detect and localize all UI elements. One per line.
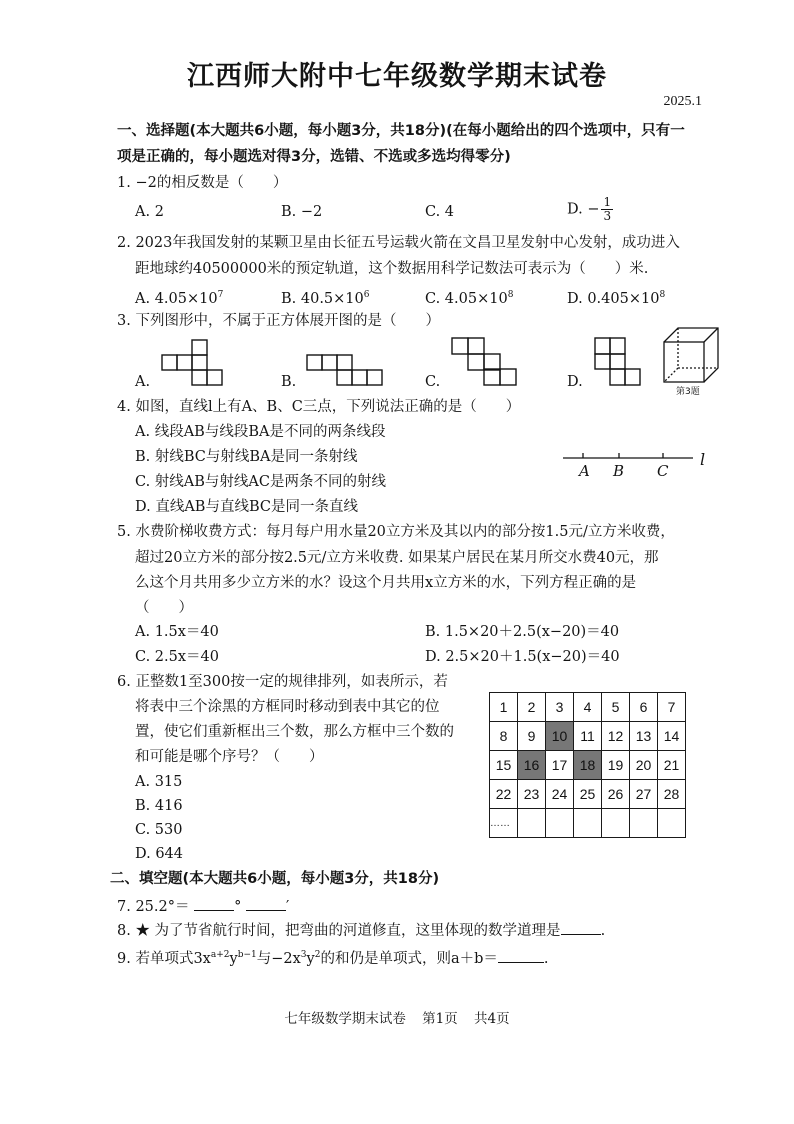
q8-text (117, 920, 605, 941)
table-cell: 7 (658, 693, 686, 722)
q7-degree-symbol: ° (234, 899, 242, 915)
exam-date: 2025.1 (663, 94, 702, 109)
q6-option-d: D. 644 (135, 846, 184, 862)
q2-option-a-base: A. 4.05×10 (135, 290, 218, 307)
q9-exp2: b−1 (237, 950, 257, 960)
q4-option-c: C. 射线AB与射线AC是两条不同的射线 (135, 474, 386, 490)
number-grid-table (489, 692, 686, 838)
q1-option-c: C. 4 (425, 204, 455, 220)
table-cell: 27 (630, 780, 658, 809)
q9-mid: 与−2x (256, 950, 301, 967)
q4-stem: 4. 如图，直线l上有A、B、C三点，下列说法正确的是（ ） (117, 399, 521, 415)
cube-caption: 第3题 (676, 387, 700, 397)
q6-option-b: B. 416 (135, 798, 183, 814)
table-cell (574, 809, 602, 838)
table-cell: …… (490, 809, 518, 838)
q6-option-a: A. 315 (135, 774, 183, 790)
q5-option-b: B. 1.5×20＋2.5(x−20)＝40 (425, 624, 620, 640)
q2-option-c-base: C. 4.05×10 (425, 290, 508, 307)
q7-text (117, 896, 289, 917)
q4-option-d: D. 直线AB与直线BC是同一条直线 (135, 499, 358, 515)
table-cell: 22 (490, 780, 518, 809)
table-row (490, 809, 686, 838)
q8-end: . (600, 923, 606, 939)
q9-end: . (543, 950, 549, 967)
table-cell: 13 (630, 722, 658, 751)
footer-total: 共4页 (474, 1011, 510, 1027)
table-cell: 4 (574, 693, 602, 722)
section1-heading-line2: 项是正确的，每小题选对得3分，选错、不选或多选均得零分) (117, 149, 511, 165)
q4-option-b: B. 射线BC与射线BA是同一条射线 (135, 449, 358, 465)
table-cell: 28 (658, 780, 686, 809)
q2-option-c-exponent: 8 (507, 290, 514, 300)
q1-option-d-prefix: D. − (567, 201, 600, 218)
q2-option-c (425, 285, 513, 309)
q8-answer-blank[interactable] (561, 920, 601, 935)
q8-stem: 8. ★ 为了节省航行时间，把弯曲的河道修直，这里体现的数学道理是 (117, 923, 561, 939)
q7-minute-blank[interactable] (246, 896, 286, 911)
page-footer (0, 1007, 794, 1027)
table-cell: 9 (518, 722, 546, 751)
table-cell (658, 809, 686, 838)
q2-option-b-exponent: 6 (363, 290, 370, 300)
net-c-figure (452, 338, 516, 385)
table-cell: 5 (602, 693, 630, 722)
footer-exam-name: 七年级数学期末试卷 (284, 1011, 406, 1027)
q2-option-b (281, 285, 370, 309)
q7-stem: 7. 25.2°＝ (117, 899, 190, 915)
q1-stem: 1. −2的相反数是（ ） (117, 175, 288, 191)
table-row (490, 722, 686, 751)
q2-option-a-exponent: 7 (217, 290, 224, 300)
q2-option-a (135, 285, 223, 309)
net-b-figure (307, 355, 382, 385)
table-cell: 16 (518, 751, 546, 780)
table-cell: 20 (630, 751, 658, 780)
table-cell (546, 809, 574, 838)
q5-option-c: C. 2.5x＝40 (135, 649, 219, 665)
table-cell: 19 (602, 751, 630, 780)
q6-option-c: C. 530 (135, 822, 183, 838)
table-cell (602, 809, 630, 838)
table-cell: 3 (546, 693, 574, 722)
table-cell: 14 (658, 722, 686, 751)
q9-exp1: a+2 (210, 950, 230, 960)
table-cell (518, 809, 546, 838)
q3-option-c: C. (425, 374, 441, 390)
table-row (490, 693, 686, 722)
table-cell: 10 (546, 722, 574, 751)
q6-stem-line1: 6. 正整数1至300按一定的规律排列，如表所示，若 (117, 674, 448, 690)
q5-stem-line4: （ ） (135, 600, 193, 616)
q1-option-b: B. −2 (281, 204, 323, 220)
q1-option-d (567, 196, 613, 223)
q5-stem-line3: 么这个月共用多少立方米的水？设这个月共用x立方米的水，下列方程正确的是 (135, 575, 637, 591)
net-d-figure (595, 338, 640, 385)
q2-option-d-base: D. 0.405×10 (567, 290, 660, 307)
table-cell: 11 (574, 722, 602, 751)
q2-stem-line1: 2. 2023年我国发射的某颗卫星由长征五号运载火箭在文昌卫星发射中心发射，成功进入 (117, 235, 680, 251)
table-cell: 2 (518, 693, 546, 722)
fraction-numerator: 1 (603, 195, 612, 209)
q7-minute-symbol: ′ (285, 899, 290, 915)
q6-stem-line4: 和可能是哪个序号？（ ） (135, 749, 324, 765)
q9-stem: 9. 若单项式3x (117, 950, 211, 967)
table-cell: 15 (490, 751, 518, 780)
section1-heading-line1: 一、选择题(本大题共6小题，每小题3分，共18分)(在每小题给出的四个选项中，只有一 (117, 123, 685, 139)
footer-page: 第1页 (422, 1011, 458, 1027)
q3-option-d: D. (567, 374, 583, 390)
q5-option-a: A. 1.5x＝40 (135, 624, 219, 640)
table-cell: 6 (630, 693, 658, 722)
q6-stem-line2: 将表中三个涂黑的方框同时移动到表中其它的位 (135, 699, 440, 715)
table-cell: 24 (546, 780, 574, 809)
table-cell: 23 (518, 780, 546, 809)
q3-option-b: B. (281, 374, 297, 390)
q3-stem: 3. 下列图形中，不属于正方体展开图的是（ ） (117, 313, 440, 329)
table-row (490, 780, 686, 809)
q7-degree-blank[interactable] (194, 896, 234, 911)
q9-exp3: 3 (300, 950, 307, 960)
q9-y2: y (306, 950, 315, 967)
table-cell: 21 (658, 751, 686, 780)
table-row (490, 751, 686, 780)
page-title: 江西师大附中七年级数学期末试卷 (187, 61, 607, 92)
q5-stem-line2: 超过20立方米的部分按2.5元/立方米收费. 如果某户居民在某月所交水费40元，那 (135, 550, 659, 566)
q1-option-a: A. 2 (135, 204, 164, 220)
point-c-label: C (657, 462, 669, 480)
section2-heading: 二、填空题(本大题共6小题，每小题3分，共18分) (110, 871, 440, 887)
line-l-label: l (700, 450, 706, 469)
q1-option-d-fraction (601, 196, 613, 223)
q2-option-d (567, 285, 665, 309)
q4-option-a: A. 线段AB与线段BA是不同的两条线段 (135, 424, 386, 440)
net-a-figure (162, 340, 222, 385)
q2-option-b-base: B. 40.5×10 (281, 290, 364, 307)
table-cell: 26 (602, 780, 630, 809)
point-b-label: B (613, 462, 625, 480)
q5-stem-line1: 5. 水费阶梯收费方式：每月每户用水量20立方米及其以内的部分按1.5元/立方米收费， (117, 524, 675, 540)
table-cell: 1 (490, 693, 518, 722)
q2-stem-line2: 距地球约40500000米的预定轨道，这个数据用科学记数法可表示为（ ）米. (135, 261, 649, 277)
table-cell: 8 (490, 722, 518, 751)
q9-tail: 的和仍是单项式，则a＋b＝ (320, 950, 498, 967)
q9-answer-blank[interactable] (498, 948, 544, 963)
table-cell: 18 (574, 751, 602, 780)
q9-y: y (229, 950, 238, 967)
table-cell (630, 809, 658, 838)
q6-stem-line3: 置，使它们重新框出三个数，那么方框中三个数的 (135, 724, 454, 740)
q9-text (117, 945, 549, 969)
q5-option-d: D. 2.5×20＋1.5(x−20)＝40 (425, 649, 620, 665)
point-a-label: A (579, 462, 590, 480)
fraction-denominator: 3 (603, 209, 612, 223)
table-cell: 12 (602, 722, 630, 751)
q2-option-d-exponent: 8 (659, 290, 666, 300)
q3-option-a: A. (135, 374, 151, 390)
q9-exp4: 2 (314, 950, 321, 960)
table-cell: 17 (546, 751, 574, 780)
table-cell: 25 (574, 780, 602, 809)
